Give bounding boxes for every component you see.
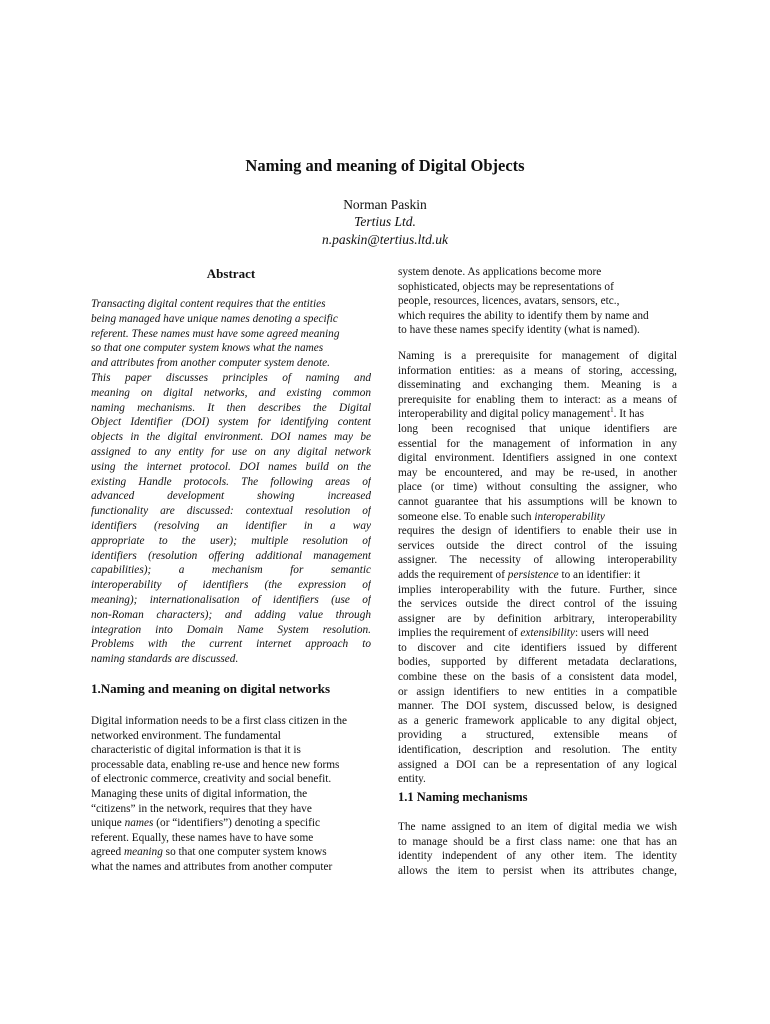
paper-title: Naming and meaning of Digital Objects [245,156,525,175]
abstract-line: Transacting digital content requires that the entities [91,298,326,310]
abstract-line: naming mechanisms. It then describes the Digital [91,401,371,414]
text-fragment: adds the requirement of [398,568,505,581]
body-line: requires the design of identifiers to enable their use in [398,525,677,538]
text-fragment: . It has [613,408,645,421]
abstract-line: advanced development showing increased [91,490,371,503]
paragraph [398,265,677,338]
abstract-line: meaning on digital networks, and existing common [91,386,371,399]
body-line: assigned a DOI can be a representation of any logical [398,758,677,771]
body-line: digital environment. Identifiers assigned in one context [398,452,677,465]
body-line: implies interoperability with the future. Further, since [398,583,677,596]
body-line: “citizens” in the network, requires that they have [91,802,312,815]
emphasis-interoperability: interoperability [534,510,605,523]
abstract-line: meaning); internationalisation of identifiers (use of [91,593,371,606]
abstract-line: interoperability of identifiers (the expression of [91,579,371,592]
abstract-line: objects in the digital environment. DOI names may be [91,431,371,444]
body-line: providing a structured, extensible means of [398,729,677,742]
body-line: entity. [398,773,426,786]
body-line: The name assigned to an item of digital media we wish [398,821,677,833]
body-line: to discover and cite identifiers issued by different [398,641,677,654]
body-line: combine these on the basis of a consistent data model, [398,671,677,684]
abstract-line: Problems with the current internet approach to [91,638,371,651]
body-line: to manage should be a first class name: one that has an [398,835,677,848]
paragraph [398,820,677,878]
body-line: people, resources, licences, avatars, sensors, etc., [398,295,620,308]
body-line: system denote. As applications become more [398,266,602,278]
body-line: as a generic framework applicable to any digital object, [398,714,677,727]
body-line: essential for the management of information in any [398,437,677,450]
body-line: identity independent of any other item. The identity [398,850,677,863]
abstract-line: identifiers (resolution offering additional management [91,549,371,562]
abstract-line: existing Handle protocols. The following areas of [91,475,371,488]
body-line: manner. The DOI system, discussed below, is designed [398,700,677,713]
body-line: what the names and attributes from another computer [91,860,333,873]
body-line: prerequisite for enabling them to interact: as a means of [398,393,677,406]
body-line: processable data, enabling re-use and hence new forms [91,758,340,771]
body-line: of electronic commerce, creativity and social benefit. [91,773,332,786]
body-line: services outside the direct control of the issuing [398,539,677,552]
abstract-line: using the internet protocol. DOI names build on the [91,460,371,473]
abstract-line: so that one computer system knows what the names [91,342,324,355]
body-line: assigner are by definition arbitrary, interoperability [398,612,677,625]
body-line: bodies, supported by different metadata declarations, [398,656,677,669]
body-line: assigner. The necessity of allowing interoperability [398,554,677,567]
emphasis-meaning: meaning [123,846,163,859]
body-line: which requires the ability to identify them by name and [398,309,649,322]
body-line: the services outside the direct control of the issuing [398,598,677,611]
body-line [91,845,371,860]
abstract-heading: Abstract [206,266,256,281]
body-line: information entities: as a means of storing, accessing, [398,364,677,377]
abstract-body [91,297,371,667]
text-fragment: implies the requirement of [398,627,518,640]
body-line: sophisticated, objects may be representations of [398,280,614,293]
body-line: allows the item to persist when its attributes change, [398,864,677,877]
abstract-line: naming standards are discussed. [91,653,239,666]
body-line: referent. Equally, these names have to have some [91,831,314,844]
body-line: to have these names specify identity (what is named). [398,324,640,337]
body-line: or assign identifiers to new entities in a compatible [398,685,677,698]
abstract-line: being managed have unique names denoting a specific [91,312,338,325]
abstract-line: appropriate to the user); multiple resolution of [91,534,371,547]
author-affiliation: Tertius Ltd. [354,214,416,229]
body-line [398,510,677,525]
emphasis-persistence: persistence [507,568,559,581]
text-fragment: unique [91,817,125,830]
section-1-paragraph [91,714,371,875]
body-line: networked environment. The fundamental [91,729,281,742]
emphasis-names: names [124,817,154,830]
abstract-line: capabilities); a mechanism for semantic [91,564,371,577]
body-line: Naming is a prerequisite for management of digital [398,350,677,362]
text-fragment: so that one computer system knows [162,846,327,859]
abstract-line: referent. These names must have some agreed meaning [91,327,340,340]
body-line: place (or time) without consulting the assigner, who [398,481,677,494]
abstract-line: non-Roman characters); and adding value through [91,608,371,621]
text-fragment: agreed [91,846,124,859]
abstract-line: integration into Domain Name System resolution. [91,623,371,636]
text-fragment: interoperability and digital policy management [398,408,611,421]
body-line: Managing these units of digital information, the [91,787,308,800]
author-email: n.paskin@tertius.ltd.uk [321,232,449,247]
text-fragment: : users will need [574,627,649,640]
author-name: Norman Paskin [343,197,427,212]
emphasis-extensibility: extensibility [520,627,575,640]
abstract-line: identifiers (resolving an identifier in a way [91,519,371,532]
section-1-1-heading: 1.1 Naming mechanisms [398,790,528,804]
body-line: long been recognised that unique identifiers are [398,422,677,435]
abstract-line: and attributes from another computer system denote. [91,357,330,370]
text-fragment: someone else. To enable such [398,510,532,523]
body-line: may be encountered, and may be re-used, in another [398,466,677,479]
section-1-heading: 1.Naming and meaning on digital networks [91,681,331,696]
abstract-line: functionality are discussed: contextual resolution of [91,505,371,518]
body-line [398,626,677,641]
text-fragment: (or “identifiers”) denoting a specific [153,817,321,830]
paragraph [398,349,677,787]
body-line: Digital information needs to be a first class citizen in the [91,715,347,727]
body-line: cannot guarantee that his assumptions will be known to [398,495,677,508]
footnote-marker: 1 [610,407,614,415]
body-line [91,816,371,831]
body-line: identification, description and resolution. The entity [398,744,677,757]
abstract-line: This paper discusses principles of naming and [91,371,371,384]
body-line [398,407,677,422]
text-fragment: to an identifier: it [558,568,641,581]
body-line: disseminating and exchanging them. Meaning is a [398,379,677,392]
body-line [398,568,677,583]
body-line: characteristic of digital information is that it is [91,744,301,757]
abstract-line: Object Identifier (DOI) system for identifying content [91,416,371,429]
abstract-line: assigned to any entity for use on any digital network [91,445,371,458]
